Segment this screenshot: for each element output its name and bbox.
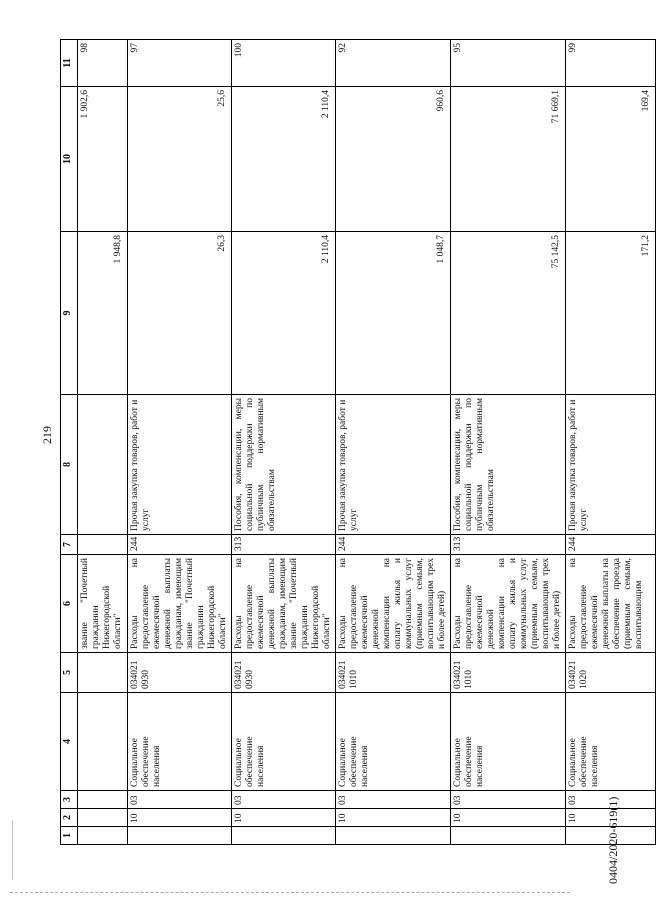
- cell-plan: 75 142,5: [451, 232, 566, 395]
- cell-subsection: 03: [336, 791, 451, 809]
- cell-plan: 2 110,4: [232, 232, 336, 395]
- col-header-7: 7: [61, 535, 78, 555]
- cell-code: 034021 1010: [336, 653, 451, 693]
- cell-section: 10: [128, 809, 232, 827]
- cell-actual: 25,6: [128, 87, 232, 232]
- cell-expense-type: 244: [566, 535, 656, 555]
- cell-actual: 960,6: [336, 87, 451, 232]
- cell-subsection: 03: [566, 791, 656, 809]
- cell-subsection: 03: [232, 791, 336, 809]
- table-row: [128, 40, 232, 845]
- cell-code: 034021 0930: [128, 653, 232, 693]
- col-header-5: 5: [61, 653, 78, 693]
- col-header-2: 2: [61, 809, 78, 827]
- cell-section: 10: [566, 809, 656, 827]
- col-header-8: 8: [61, 395, 78, 535]
- cell-expense-type: 244: [336, 535, 451, 555]
- col-header-11: 11: [61, 40, 78, 87]
- cell-plan: 1 948,8: [78, 232, 128, 395]
- cell-name: [78, 693, 128, 791]
- cell-col1: [336, 827, 451, 845]
- cell-expense-name: Прочая закупка товаров, работ и услуг: [128, 395, 232, 535]
- table-row: [336, 40, 451, 845]
- cell-expense-type: 313: [232, 535, 336, 555]
- cell-section: 10: [451, 809, 566, 827]
- document-code: 0404/2020-619(1): [606, 796, 620, 884]
- table-row: [78, 40, 128, 845]
- cell-plan: 171,2: [566, 232, 656, 395]
- cell-expense-name: [78, 395, 128, 535]
- cell-actual: 1 902,6: [78, 87, 128, 232]
- cell-description: Расходы на предоставление ежемесячной денежной выплаты гражданам, имеющим звание "Почетный гражданин Нижегородской области": [128, 555, 232, 653]
- cell-description: Расходы на предоставление ежемесячной денежной компенсации на оплату жилья и коммунальных услуг (приемным семьям, воспитывающим трех и более детей): [336, 555, 451, 653]
- cell-expense-name: Пособия, компенсации, меры социальной поддержки по публичным нормативным обязательствам: [232, 395, 336, 535]
- cell-col1: [451, 827, 566, 845]
- cell-plan: 26,3: [128, 232, 232, 395]
- cell-name: Социальное обеспечение населения: [336, 693, 451, 791]
- scan-edge-marks: [10, 892, 570, 897]
- cell-expense-type: [78, 535, 128, 555]
- cell-name: Социальное обеспечение населения: [232, 693, 336, 791]
- cell-description: Расходы на предоставление ежемесячной денежной выплаты на обеспечение проезда (приемным семьям, воспитывающим: [566, 555, 656, 653]
- col-header-6: 6: [61, 555, 78, 653]
- cell-description: Расходы на предоставление ежемесячной денежной компенсации на оплату жилья и коммунальных услуг (приемным семьям, воспитывающим трех и более детей): [451, 555, 566, 653]
- table-row: [566, 40, 656, 845]
- cell-description: звание "Почетный гражданин Нижегородской области": [78, 555, 128, 653]
- cell-percent: 100: [232, 40, 336, 87]
- cell-percent: 95: [451, 40, 566, 87]
- cell-section: 10: [336, 809, 451, 827]
- cell-plan: 1 048,7: [336, 232, 451, 395]
- page-number: 219: [40, 426, 54, 444]
- cell-name: Социальное обеспечение населения: [451, 693, 566, 791]
- cell-percent: 92: [336, 40, 451, 87]
- cell-section: 10: [232, 809, 336, 827]
- cell-col1: [232, 827, 336, 845]
- cell-expense-type: 244: [128, 535, 232, 555]
- cell-name: Социальное обеспечение населения: [566, 693, 656, 791]
- cell-actual: 71 669,1: [451, 87, 566, 232]
- cell-expense-type: 313: [451, 535, 566, 555]
- cell-percent: 99: [566, 40, 656, 87]
- cell-section: [78, 809, 128, 827]
- cell-code: 034021 1010: [451, 653, 566, 693]
- cell-percent: 98: [78, 40, 128, 87]
- cell-expense-name: Прочая закупка товаров, работ и услуг: [336, 395, 451, 535]
- header-row: [61, 40, 78, 845]
- cell-code: 034021 1020: [566, 653, 656, 693]
- cell-actual: 169,4: [566, 87, 656, 232]
- cell-expense-name: Прочая закупка товаров, работ и услуг: [566, 395, 656, 535]
- col-header-4: 4: [61, 693, 78, 791]
- cell-percent: 97: [128, 40, 232, 87]
- col-header-1: 1: [61, 827, 78, 845]
- budget-table: [60, 39, 656, 845]
- binding-marks: [2, 820, 13, 880]
- cell-name: Социальное обеспечение населения: [128, 693, 232, 791]
- cell-col1: [128, 827, 232, 845]
- cell-col1: [78, 827, 128, 845]
- cell-subsection: 03: [128, 791, 232, 809]
- col-header-9: 9: [61, 232, 78, 395]
- table-row: [232, 40, 336, 845]
- table-row: [451, 40, 566, 845]
- cell-subsection: [78, 791, 128, 809]
- col-header-3: 3: [61, 791, 78, 809]
- cell-col1: [566, 827, 656, 845]
- cell-code: [78, 653, 128, 693]
- cell-code: 034021 0930: [232, 653, 336, 693]
- cell-actual: 2 110,4: [232, 87, 336, 232]
- cell-expense-name: Пособия, компенсации, меры социальной поддержки по публичным нормативным обязательствам: [451, 395, 566, 535]
- cell-subsection: 03: [451, 791, 566, 809]
- cell-description: Расходы на предоставление ежемесячной денежной выплаты гражданам, имеющим звание "Почетный гражданин Нижегородской области": [232, 555, 336, 653]
- col-header-10: 10: [61, 87, 78, 232]
